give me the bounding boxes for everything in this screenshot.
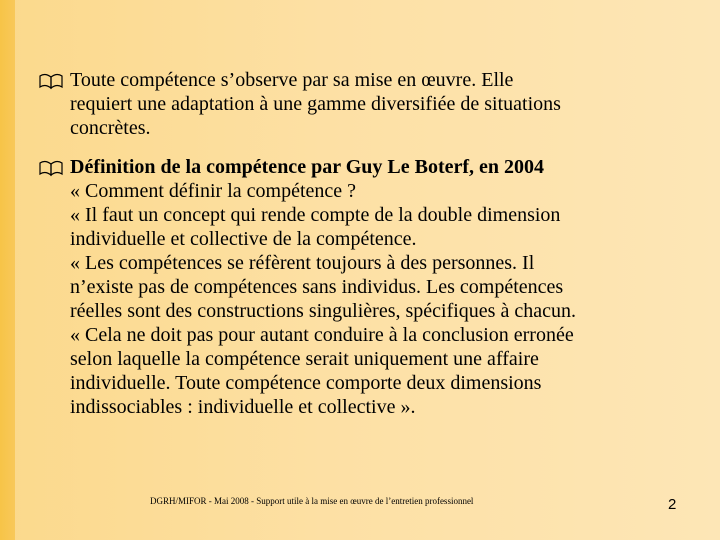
- bullet-text-line: requiert une adaptation à une gamme diversifiée de situations: [70, 93, 561, 115]
- quote-line: selon laquelle la compétence serait uniquement une affaire: [70, 348, 539, 370]
- quote-line: « Les compétences se réfèrent toujours à des personnes. Il: [70, 252, 535, 274]
- quote-line: individuelle. Toute compétence comporte deux dimensions: [70, 372, 542, 394]
- slide-body: [38, 68, 698, 419]
- open-book-icon: [38, 72, 64, 90]
- bullet-item-observation: [38, 68, 698, 140]
- definition-title: Définition de la compétence par Guy Le Boterf, en 2004: [70, 156, 545, 178]
- bullet-text-line: Toute compétence s’observe par sa mise en œuvre. Elle: [70, 69, 514, 91]
- slide-footer: DGRH/MIFOR - Mai 2008 - Support utile à la mise en œuvre de l’entretien professionnel: [150, 496, 474, 506]
- open-book-icon: [38, 159, 64, 177]
- bullet-text-line: concrètes.: [70, 117, 151, 139]
- quote-line: réelles sont des constructions singulières, spécifiques à chacun.: [70, 300, 576, 322]
- left-accent-bar: [0, 0, 15, 540]
- quote-line: n’existe pas de compétences sans individus. Les compétences: [70, 276, 564, 298]
- page-number: 2: [668, 496, 677, 513]
- quote-line: « Comment définir la compétence ?: [70, 180, 357, 202]
- bullet-item-definition: [38, 155, 698, 419]
- quote-line: individuelle et collective de la compétence.: [70, 228, 417, 250]
- quote-line: « Cela ne doit pas pour autant conduire à la conclusion erronée: [70, 324, 574, 346]
- quote-line: « Il faut un concept qui rende compte de la double dimension: [70, 204, 561, 226]
- quote-line: indissociables : individuelle et collective ».: [70, 396, 416, 418]
